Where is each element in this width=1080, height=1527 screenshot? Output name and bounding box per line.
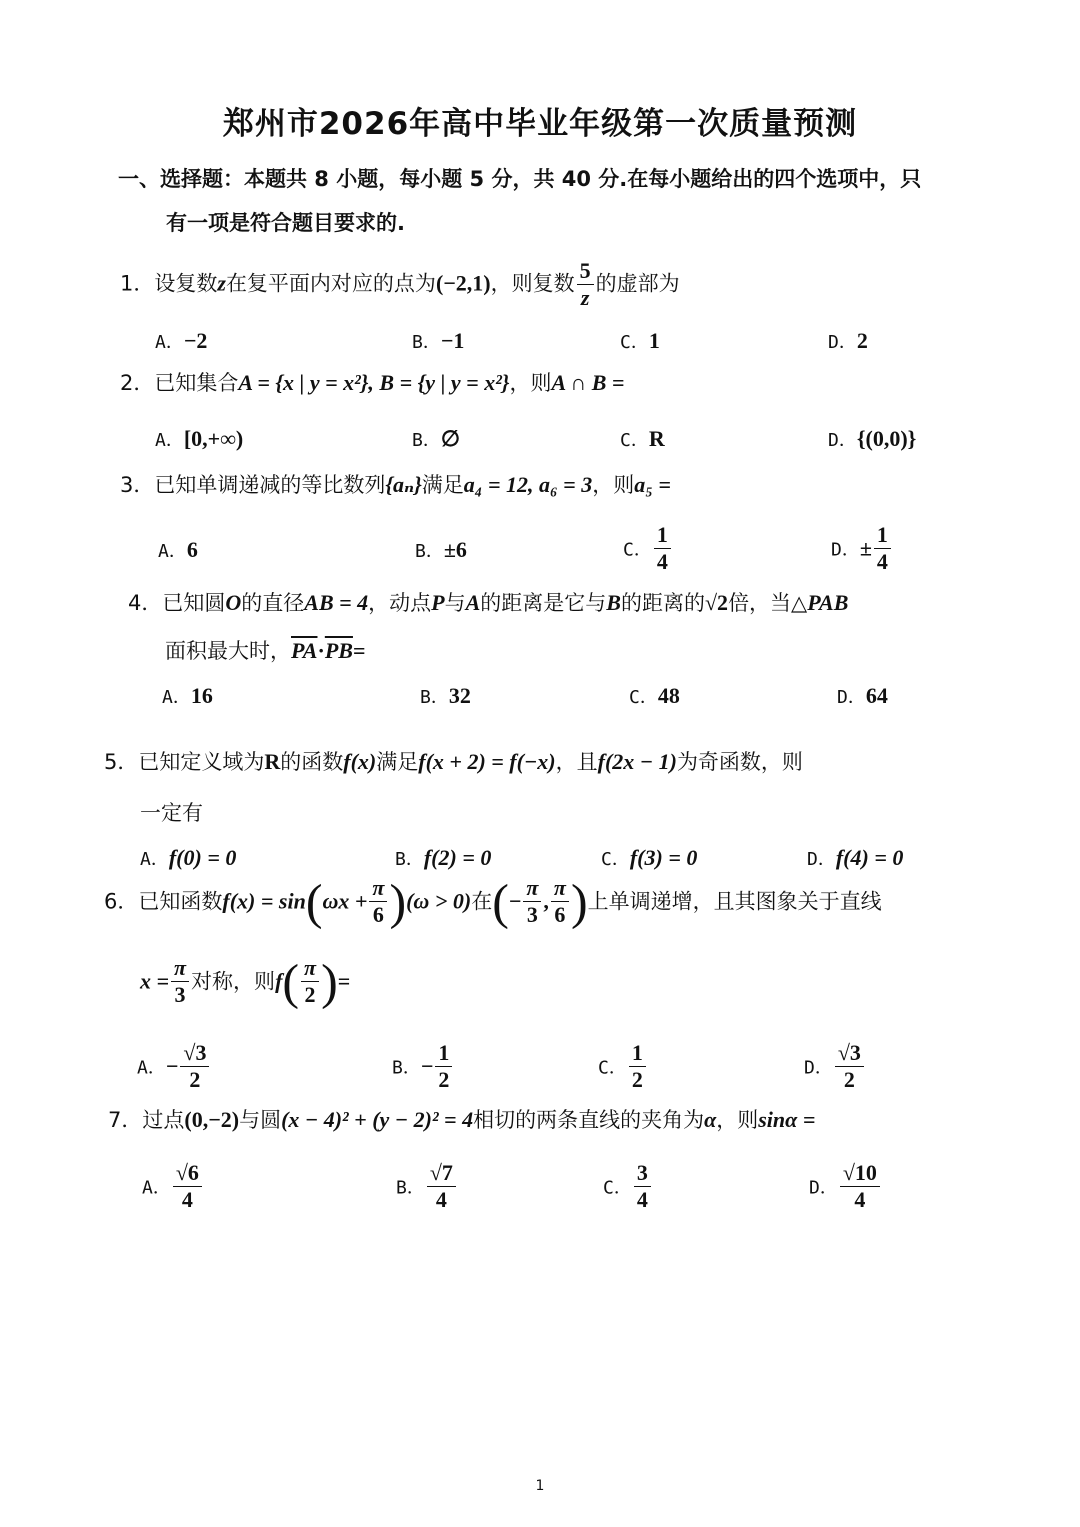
fraction: $\frac{3}{4}$ [634,1160,651,1213]
q4-option-a[interactable]: A．16 [162,683,213,708]
q5-option-d[interactable]: D．f(4) = 0 [807,845,904,870]
q3-option-a[interactable]: A．6 [158,537,198,562]
q5-option-c[interactable]: C．f(3) = 0 [601,845,698,870]
q3-option-b[interactable]: B．±6 [415,537,467,562]
q3-option-d[interactable]: D．± $\frac{1}{4}$ [831,522,893,575]
question-3: 3．已知单调递减的等比数列{aₙ}满足a₄ = 12, a₆ = 3，则a₅ = [120,472,671,497]
q3-option-c[interactable]: C． $\frac{1}{4}$ [623,522,673,575]
q2-option-c[interactable]: C．R [620,426,665,451]
page-number: 1 [535,1478,545,1494]
q6-option-c[interactable]: C． $\frac{1}{2}$ [598,1040,648,1093]
fraction: $\frac{√6}{4}$ [173,1160,202,1213]
q2-option-a[interactable]: A．[0,+∞) [155,426,244,451]
fraction: $\frac{\pi}{6}$ [551,875,569,928]
q1-option-c[interactable]: C．1 [620,328,660,353]
question-7: 7．过点(0,−2)与圆(x − 4)² + (y − 2)² = 4相切的两条直线的夹角为α，则sinα = [108,1107,816,1132]
q2-option-b[interactable]: B．∅ [412,426,461,451]
q7-option-b[interactable]: B． $\frac{√7}{4}$ [396,1160,458,1213]
q6-option-b[interactable]: B．− $\frac{1}{2}$ [392,1040,454,1093]
question-6-line2: x = $\frac{\pi}{3}$ 对称，则f( $\frac{\pi}{2}$ )= [140,953,351,1010]
fraction: $\frac{\pi}{3}$ [523,875,541,928]
section-heading-line2: 有一项是符合题目要求的. [166,211,405,235]
question-4: 4．已知圆O的直径AB = 4，动点P与A的距离是它与B的距离的√2倍，当△PAB [128,590,849,615]
question-2: 2．已知集合A = {x | y = x²}, B = {y | y = x²}，则A ∩ B = [120,370,625,395]
q1-option-a[interactable]: A．−2 [155,328,208,353]
q4-option-d[interactable]: D．64 [837,683,888,708]
question-4-line2: 面积最大时，$\overline{PA}\cdot\overline{PB}=$ [165,638,366,663]
q7-option-d[interactable]: D． $\frac{√10}{4}$ [809,1160,882,1213]
q1-option-b[interactable]: B．−1 [412,328,465,353]
fraction: $\frac{1}{2}$ [629,1040,646,1093]
question-5: 5．已知定义域为R的函数f(x)满足f(x + 2) = f(−x)，且f(2x − 1)为奇函数，则 [104,749,803,774]
fraction: $\frac{1}{2}$ [435,1040,452,1093]
q7-option-c[interactable]: C． $\frac{3}{4}$ [603,1160,653,1213]
fraction: $\frac{√3}{2}$ [835,1040,864,1093]
q2-option-d[interactable]: D．{(0,0)} [828,426,917,451]
fraction: $\frac{1}{4}$ [654,522,671,575]
question-5-line2: 一定有 [140,801,203,825]
fraction: $\frac{√7}{4}$ [427,1160,456,1213]
q4-option-b[interactable]: B．32 [420,683,471,708]
q5-option-b[interactable]: B．f(2) = 0 [395,845,492,870]
fraction: $\frac{√3}{2}$ [180,1040,209,1093]
q7-option-a[interactable]: A． $\frac{√6}{4}$ [142,1160,204,1213]
question-1: 1．设复数z在复平面内对应的点为(−2,1)，则复数 $\frac{5}{z}$ 的虚部为 [120,258,680,310]
section-heading-line1: 一、选择题：本题共 8 小题，每小题 5 分，共 40 分.在每小题给出的四个选项中，只 [118,167,922,191]
fraction: $\frac{5}{z}$ [577,258,594,311]
question-6: 6．已知函数f(x) = sin(ωx + $\frac{\pi}{6}$ )(ω > 0)在(− $\frac{\pi}{3}$ , $\frac{\pi}{6}$ )上单调递增，且其图象关于直线 [104,873,882,930]
fraction: $\frac{1}{4}$ [874,522,891,575]
page-title: 郑州市2026年高中毕业年级第一次质量预测 [222,106,858,142]
fraction: $\frac{√10}{4}$ [840,1160,880,1213]
q6-option-a[interactable]: A．− $\frac{√3}{2}$ [137,1040,211,1093]
fraction: $\frac{\pi}{2}$ [301,955,319,1008]
q4-option-c[interactable]: C．48 [629,683,680,708]
q5-option-a[interactable]: A．f(0) = 0 [140,845,237,870]
q1-option-d[interactable]: D．2 [828,328,868,353]
fraction: $\frac{\pi}{3}$ [171,955,189,1008]
fraction: $\frac{\pi}{6}$ [369,875,387,928]
q6-option-d[interactable]: D． $\frac{√3}{2}$ [804,1040,866,1093]
